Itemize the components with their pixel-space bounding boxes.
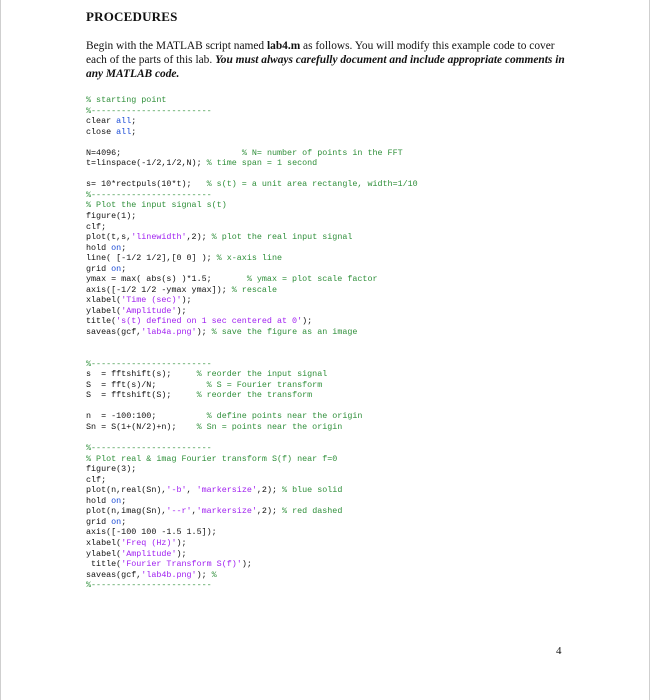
- code-text: ylabel(: [86, 548, 122, 559]
- code-comment: %: [211, 569, 217, 580]
- code-text: ;: [121, 516, 127, 527]
- intro-paragraph: [86, 39, 566, 81]
- code-text: clf;: [86, 474, 107, 485]
- code-line: [86, 527, 576, 538]
- matlab-code-block: [86, 95, 576, 591]
- code-line: [86, 538, 576, 549]
- code-comment: % blue solid: [282, 485, 343, 496]
- code-line: [86, 127, 576, 138]
- code-line: [86, 496, 576, 507]
- code-line: [86, 211, 576, 222]
- code-line: [86, 190, 576, 201]
- code-line: [86, 454, 576, 465]
- code-text: clf;: [86, 221, 107, 232]
- code-string: '-b': [166, 485, 187, 496]
- code-text: N=4096;: [86, 147, 242, 158]
- code-line: [86, 559, 576, 570]
- code-text: hold: [86, 495, 112, 506]
- code-text: grid: [86, 516, 112, 527]
- code-text: ;: [131, 126, 137, 137]
- code-line: [86, 422, 576, 433]
- code-comment: % Plot the input signal s(t): [86, 200, 227, 211]
- code-text: hold: [86, 242, 112, 253]
- code-comment: % reorder the transform: [196, 390, 313, 401]
- code-comment: % define points near the origin: [206, 411, 363, 422]
- code-comment: % Plot real & imag Fourier transform S(f) near f=0: [86, 453, 338, 464]
- code-string: 'Amplitude': [121, 305, 177, 316]
- code-text: saveas(gcf,: [86, 327, 142, 338]
- code-text: ymax = max( abs(s) )*1.5;: [86, 274, 247, 285]
- code-line: [86, 232, 576, 243]
- code-text: axis([-1/2 1/2 -ymax ymax]);: [86, 284, 232, 295]
- code-line: [86, 390, 576, 401]
- code-text: grid: [86, 263, 112, 274]
- code-text: plot(t,s,: [86, 232, 132, 243]
- code-line: [86, 411, 576, 422]
- code-line: [86, 316, 576, 327]
- code-comment: % S = Fourier transform: [206, 379, 323, 390]
- code-text: xlabel(: [86, 537, 122, 548]
- code-text: axis([-100 100 -1.5 1.5]);: [86, 527, 217, 538]
- code-line: [86, 169, 576, 180]
- code-line: [86, 369, 576, 380]
- code-line: [86, 264, 576, 275]
- code-line: [86, 380, 576, 391]
- code-text: ;: [121, 495, 127, 506]
- code-text: title(: [86, 316, 117, 327]
- code-text: saveas(gcf,: [86, 569, 142, 580]
- code-line: [86, 253, 576, 264]
- script-filename: lab4.m: [266, 40, 301, 52]
- code-text: );: [196, 569, 212, 580]
- code-line: [86, 433, 576, 444]
- code-text: ,: [186, 485, 197, 496]
- code-line: [86, 348, 576, 359]
- code-text: );: [176, 305, 187, 316]
- code-line: [86, 359, 576, 370]
- code-string: 's(t) defined on 1 sec centered at 0': [116, 316, 303, 327]
- code-text: S = fftshift(S);: [86, 390, 197, 401]
- code-comment: %------------------------: [86, 189, 212, 200]
- code-text: ,2);: [256, 485, 283, 496]
- section-heading: PROCEDURES: [86, 9, 178, 24]
- code-keyword: on: [111, 242, 122, 253]
- code-text: );: [176, 537, 187, 548]
- code-string: 'Fourier Transform S(f)': [121, 559, 242, 570]
- code-comment: %------------------------: [86, 358, 212, 369]
- code-text: clear: [86, 116, 117, 127]
- code-text: s= 10*rectpuls(10*t);: [86, 179, 207, 190]
- code-text: );: [196, 327, 212, 338]
- code-comment: % s(t) = a unit area rectangle, width=1/10: [206, 179, 418, 190]
- intro-text-1: Begin with the MATLAB script named: [86, 40, 267, 52]
- code-string: 'Time (sec)': [121, 295, 182, 306]
- code-text: );: [181, 295, 192, 306]
- code-line: [86, 464, 576, 475]
- code-line: [86, 243, 576, 254]
- code-comment: % N= number of points in the FFT: [241, 147, 403, 158]
- code-line: [86, 179, 576, 190]
- code-line: [86, 137, 576, 148]
- code-string: '--r': [166, 506, 192, 517]
- code-text: ,: [191, 506, 197, 517]
- code-string: 'markersize': [196, 485, 257, 496]
- code-keyword: on: [111, 495, 122, 506]
- code-keyword: all: [116, 126, 132, 137]
- code-string: 'linewidth': [131, 232, 187, 243]
- code-line: [86, 549, 576, 560]
- code-text: ,2);: [186, 232, 212, 243]
- code-text: close: [86, 126, 117, 137]
- code-text: t=linspace(-1/2,1/2,N);: [86, 158, 207, 169]
- code-line: [86, 285, 576, 296]
- code-string: 'lab4a.png': [141, 327, 197, 338]
- intro-text-2: as follows. You will modify this example code to cover each of the parts of this lab.: [86, 40, 555, 66]
- code-text: s = fftshift(s);: [86, 369, 197, 380]
- code-comment: % rescale: [231, 284, 277, 295]
- code-line: [86, 295, 576, 306]
- code-comment: % reorder the input signal: [196, 369, 328, 380]
- code-line: [86, 306, 576, 317]
- code-line: [86, 506, 576, 517]
- code-text: );: [176, 548, 187, 559]
- code-line: [86, 517, 576, 528]
- code-string: 'Freq (Hz)': [121, 537, 177, 548]
- code-line: [86, 401, 576, 412]
- code-text: plot(n,imag(Sn),: [86, 506, 167, 517]
- code-text: );: [241, 559, 252, 570]
- code-line: [86, 274, 576, 285]
- code-keyword: on: [111, 516, 122, 527]
- code-text: ,2);: [256, 506, 283, 517]
- intro-emphasis: You must always carefully document and include appropriate comments in any MATLAB code.: [86, 54, 565, 80]
- code-text: );: [302, 316, 313, 327]
- code-line: [86, 106, 576, 117]
- code-keyword: on: [111, 263, 122, 274]
- code-comment: % Sn = points near the origin: [196, 421, 343, 432]
- code-text: S = fft(s)/N;: [86, 379, 207, 390]
- code-text: ylabel(: [86, 305, 122, 316]
- code-string: 'markersize': [196, 506, 257, 517]
- code-comment: %------------------------: [86, 105, 212, 116]
- code-line: [86, 580, 576, 591]
- code-line: [86, 95, 576, 106]
- code-text: title(: [86, 559, 122, 570]
- code-string: 'Amplitude': [121, 548, 177, 559]
- code-text: figure(3);: [86, 464, 137, 475]
- code-text: n = -100:100;: [86, 411, 207, 422]
- code-comment: % red dashed: [282, 506, 343, 517]
- code-text: plot(n,real(Sn),: [86, 485, 167, 496]
- code-comment: % time span = 1 second: [206, 158, 318, 169]
- code-line: [86, 200, 576, 211]
- code-line: [86, 338, 576, 349]
- code-text: line( [-1/2 1/2],[0 0] );: [86, 253, 217, 264]
- code-comment: % starting point: [86, 95, 167, 105]
- code-line: [86, 116, 576, 127]
- code-line: [86, 485, 576, 496]
- code-line: [86, 570, 576, 581]
- code-line: [86, 327, 576, 338]
- code-text: Sn = S(1+(N/2)+n);: [86, 421, 197, 432]
- code-comment: % save the figure as an image: [211, 327, 358, 338]
- code-line: [86, 222, 576, 233]
- page-number: 4: [556, 645, 562, 657]
- code-comment: % plot the real input signal: [211, 232, 353, 243]
- code-line: [86, 148, 576, 159]
- code-text: figure(1);: [86, 211, 137, 222]
- code-line: [86, 443, 576, 454]
- code-comment: % x-axis line: [216, 253, 283, 264]
- code-comment: % ymax = plot scale factor: [246, 274, 378, 285]
- code-comment: %------------------------: [86, 443, 212, 454]
- code-line: [86, 475, 576, 486]
- code-text: ;: [121, 242, 127, 253]
- code-text: ;: [131, 116, 137, 127]
- code-line: [86, 158, 576, 169]
- code-string: 'lab4b.png': [141, 569, 197, 580]
- code-text: xlabel(: [86, 295, 122, 306]
- code-comment: %------------------------: [86, 580, 212, 591]
- code-keyword: all: [116, 116, 132, 127]
- code-text: ;: [121, 263, 127, 274]
